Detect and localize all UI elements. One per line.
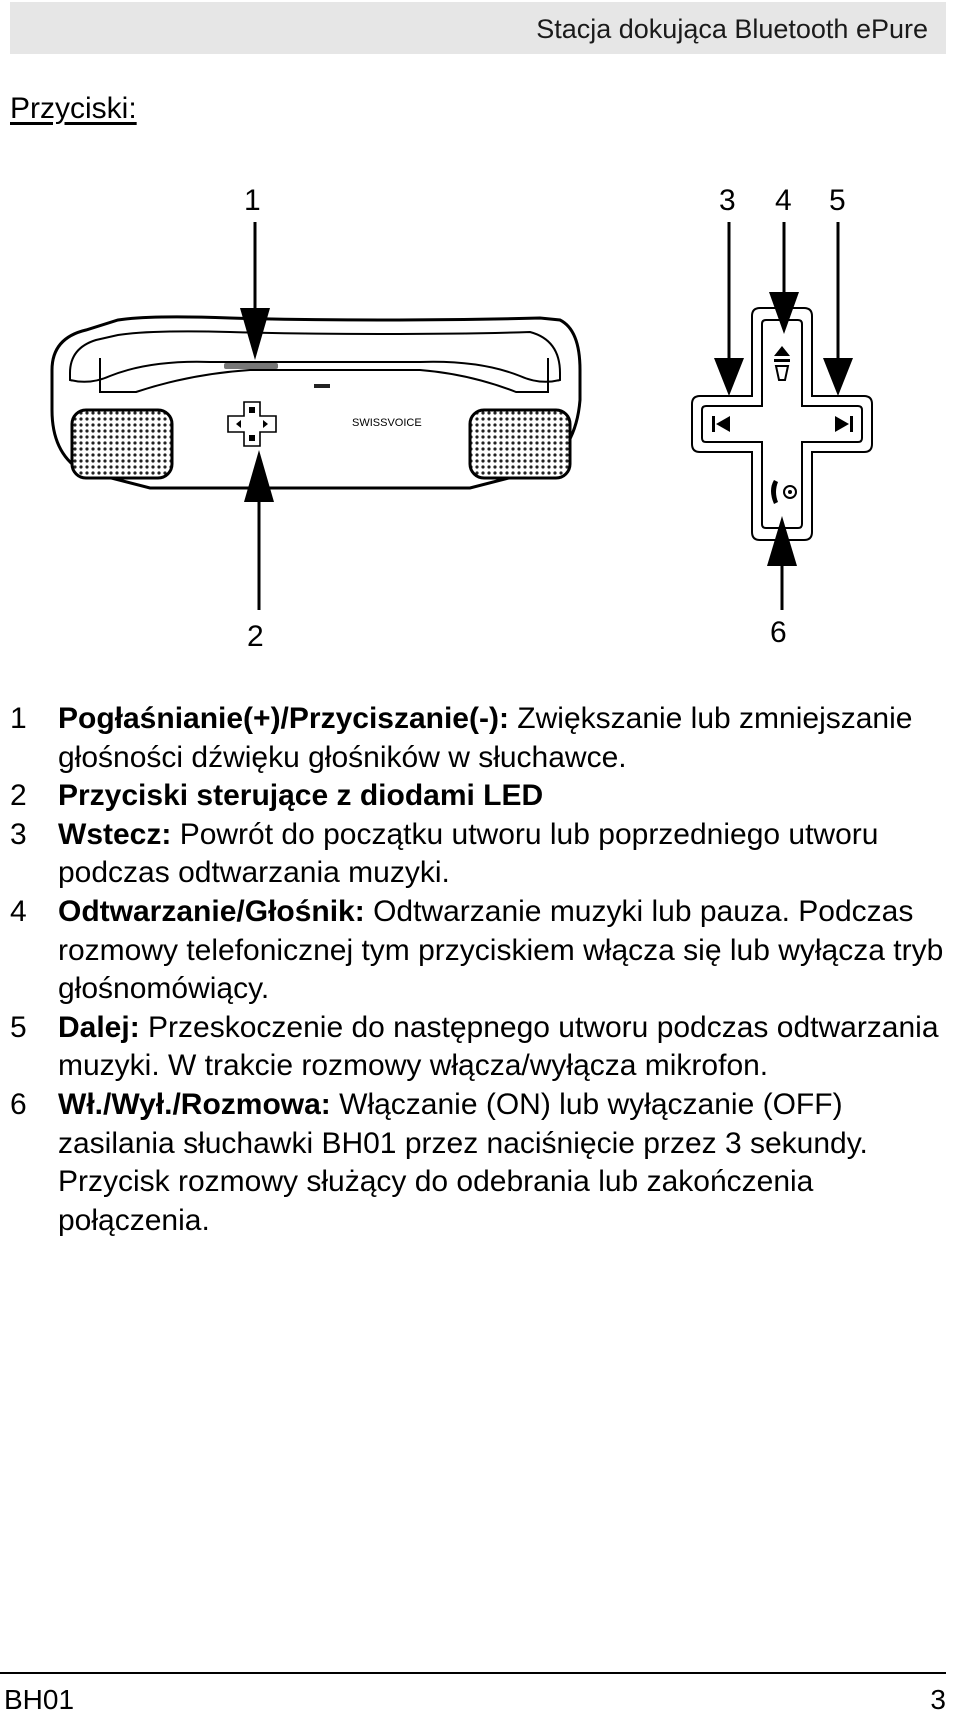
- button-description-list: [10, 700, 950, 1240]
- arrow-5-icon: [823, 222, 853, 396]
- list-item: 6 Wł./Wył./Rozmowa: Włączanie (ON) lub wyłączanie (OFF) zasilania słuchawki BH01 przez naciśnięcie przez 3 sekundy. Przycisk rozmowy służący do odebrania lub zakończenia połączenia.: [10, 1087, 868, 1237]
- brand-text: SWISSVOICE: [352, 417, 422, 429]
- enlarged-keypad: [692, 308, 872, 540]
- callout-6: 6: [770, 616, 787, 649]
- section-title: Przyciski:: [10, 92, 137, 125]
- arrow-3-icon: [714, 222, 744, 396]
- list-item: 1 Pogłaśnianie(+)/Przyciszanie(-): Zwiększanie lub zmniejszanie głośności dźwięku głośników w słuchawce.: [10, 702, 913, 774]
- list-item: 3 Wstecz: Powrót do początku utworu lub poprzedniego utworu podczas odtwarzania muzyki.: [10, 817, 879, 890]
- list-item: 5 Dalej: Przeskoczenie do następnego utworu podczas odtwarzania muzyki. W trakcie rozmowy włącza/wyłącza mikrofon.: [10, 1010, 939, 1083]
- callout-4: 4: [775, 184, 792, 217]
- docking-station: [52, 317, 580, 488]
- callout-1: 1: [244, 184, 261, 217]
- footer-model: BH01: [4, 1684, 75, 1715]
- device-illustration: [0, 170, 960, 670]
- left-speaker-grille: [72, 410, 172, 478]
- list-item: 2 Przyciski sterujące z diodami LED: [10, 779, 544, 813]
- header-title: Stacja dokująca Bluetooth ePure: [536, 14, 928, 44]
- right-speaker-grille: [470, 410, 570, 478]
- callout-2: 2: [247, 620, 264, 653]
- header-bar: [10, 2, 946, 54]
- callout-5: 5: [829, 184, 846, 217]
- callout-3: 3: [719, 184, 736, 217]
- footer-divider: [0, 1672, 946, 1674]
- device-figure: [0, 170, 960, 670]
- list-item: 4 Odtwarzanie/Głośnik: Odtwarzanie muzyki lub pauza. Podczas rozmowy telefonicznej tym przyciskiem włącza się lub wyłącza tryb głośnomówiący.: [10, 894, 944, 1006]
- page-number: 3: [930, 1684, 946, 1715]
